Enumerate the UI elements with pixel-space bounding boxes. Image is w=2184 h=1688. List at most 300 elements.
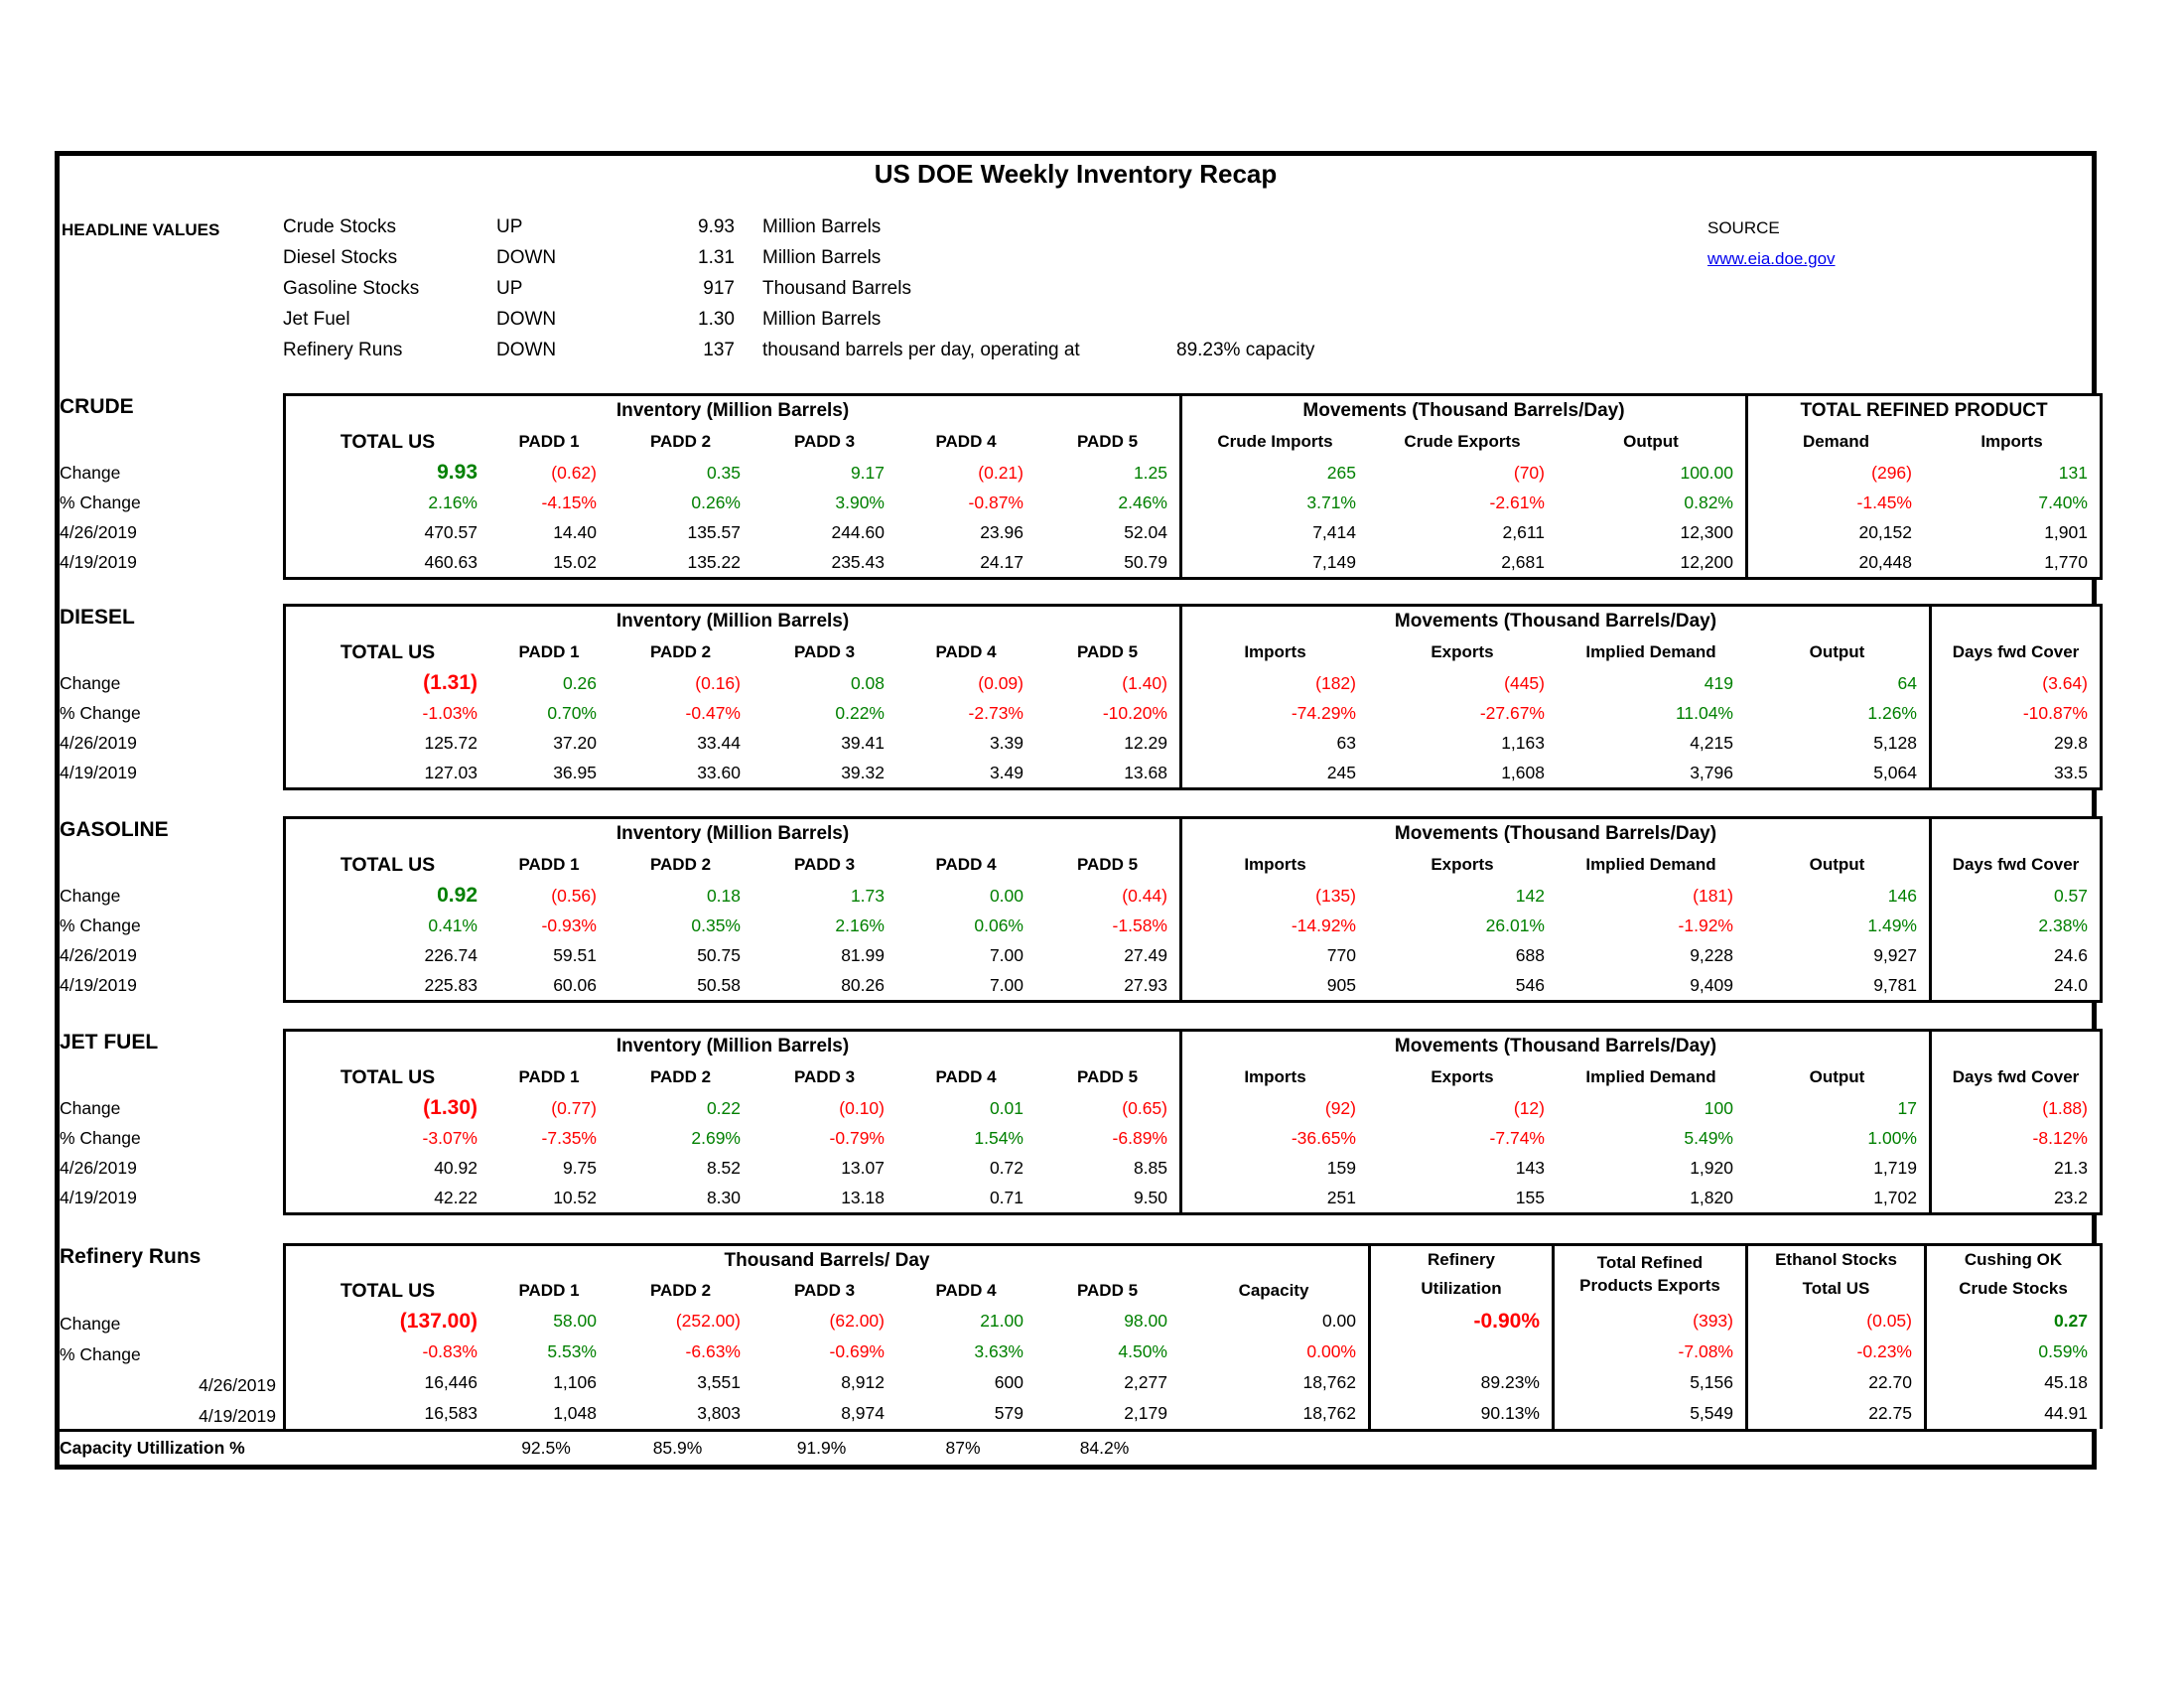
table-cell: 0.35 bbox=[706, 462, 741, 483]
table-cell: 9.50 bbox=[1133, 1187, 1167, 1207]
column-header: PADD 4 bbox=[935, 1281, 997, 1300]
column-header: PADD 3 bbox=[793, 432, 856, 451]
column-header: Implied Demand bbox=[1585, 1067, 1716, 1086]
table-cell: (62.00) bbox=[829, 1311, 885, 1331]
row-label: % Change bbox=[60, 492, 141, 512]
table-cell: 1,901 bbox=[2044, 521, 2088, 542]
table-cell: (182) bbox=[1179, 668, 1368, 698]
group-header: Inventory (Million Barrels) bbox=[615, 823, 850, 844]
column-header: PADD 5 bbox=[1076, 642, 1139, 661]
table-cell: -0.90% bbox=[1368, 1306, 1552, 1336]
table-cell: 9,228 bbox=[1690, 944, 1733, 965]
headline-value: 137 bbox=[703, 340, 735, 360]
table-cell: 3.90% bbox=[835, 492, 885, 512]
table-cell: -0.87% bbox=[968, 492, 1024, 512]
table-cell: 5,064 bbox=[1873, 762, 1917, 782]
table-cell: 460.63 bbox=[424, 551, 478, 572]
headline-unit: Million Barrels bbox=[762, 309, 882, 330]
table-cell: 24.17 bbox=[980, 551, 1024, 572]
table-cell: 23.96 bbox=[980, 521, 1024, 542]
table-cell: (0.05) bbox=[1745, 1306, 1924, 1336]
jetfuel-table bbox=[283, 1029, 2103, 1215]
table-cell: 81.99 bbox=[841, 944, 885, 965]
table-cell: 265 bbox=[1179, 458, 1368, 488]
table-cell: -0.23% bbox=[1745, 1336, 1924, 1367]
table-cell: (0.44) bbox=[1122, 885, 1167, 906]
table-cell: 905 bbox=[1179, 970, 1368, 1000]
table-cell: 1.54% bbox=[974, 1127, 1024, 1148]
table-cell: 225.83 bbox=[424, 974, 478, 995]
table-cell: 2,681 bbox=[1501, 551, 1545, 572]
table-cell: 22.75 bbox=[1745, 1398, 1924, 1429]
table-cell: 3.71% bbox=[1179, 488, 1368, 517]
headline-values-label: HEADLINE VALUES bbox=[62, 220, 220, 239]
table-cell: 22.70 bbox=[1745, 1367, 1924, 1398]
table-cell: 0.00% bbox=[1306, 1341, 1356, 1361]
table-cell: 2.46% bbox=[1118, 492, 1167, 512]
group-header: Thousand Barrels/ Day bbox=[724, 1250, 930, 1271]
table-cell: (3.64) bbox=[1929, 668, 2100, 698]
column-header: PADD 2 bbox=[649, 432, 712, 451]
table-cell: (0.16) bbox=[695, 672, 741, 693]
row-label: 4/26/2019 bbox=[60, 522, 137, 542]
table-cell: -7.08% bbox=[1552, 1336, 1745, 1367]
table-cell: 9,409 bbox=[1690, 974, 1733, 995]
table-cell: 2.16% bbox=[835, 914, 885, 935]
row-label: 4/19/2019 bbox=[60, 975, 137, 995]
column-header bbox=[1745, 1246, 1924, 1306]
headline-extra: 89.23% capacity bbox=[1176, 340, 1315, 360]
table-cell: 52.04 bbox=[1124, 521, 1167, 542]
column-header: PADD 5 bbox=[1076, 1067, 1139, 1086]
capacity-utilization-value: 84.2% bbox=[1079, 1438, 1130, 1458]
table-cell: 80.26 bbox=[841, 974, 885, 995]
table-cell: 100 bbox=[1704, 1097, 1733, 1118]
table-cell: 3,796 bbox=[1690, 762, 1733, 782]
column-header: PADD 1 bbox=[518, 642, 580, 661]
table-cell: 7,149 bbox=[1179, 547, 1368, 577]
column-header: Days fwd Cover bbox=[1929, 1061, 2100, 1093]
table-cell: 0.01 bbox=[989, 1097, 1024, 1118]
row-label: 4/19/2019 bbox=[60, 763, 137, 782]
table-cell: 24.0 bbox=[1929, 970, 2100, 1000]
column-header: TOTAL US bbox=[340, 430, 436, 453]
table-cell: 64 bbox=[1897, 672, 1917, 693]
table-cell: 39.32 bbox=[841, 762, 885, 782]
table-cell: 226.74 bbox=[424, 944, 478, 965]
table-cell: 50.79 bbox=[1124, 551, 1167, 572]
table-cell: 7.00 bbox=[989, 974, 1024, 995]
table-cell: 0.41% bbox=[428, 914, 478, 935]
column-header bbox=[1552, 1246, 1745, 1306]
jetfuel-section-label: JET FUEL bbox=[60, 1031, 159, 1054]
table-cell: 142 bbox=[1515, 885, 1545, 906]
table-cell: 3.63% bbox=[974, 1341, 1024, 1361]
headline-item: Gasoline Stocks bbox=[283, 278, 420, 299]
column-header bbox=[1924, 1246, 2100, 1306]
row-label: 4/26/2019 bbox=[60, 945, 137, 965]
table-cell: -10.87% bbox=[1929, 698, 2100, 728]
table-cell: -27.67% bbox=[1479, 702, 1545, 723]
table-cell: 15.02 bbox=[553, 551, 597, 572]
table-cell: -10.20% bbox=[1102, 702, 1167, 723]
column-header: Output bbox=[1809, 1067, 1865, 1086]
column-header: Implied Demand bbox=[1585, 855, 1716, 874]
column-header: PADD 2 bbox=[649, 1281, 712, 1300]
row-label: % Change bbox=[60, 915, 141, 935]
column-header: PADD 1 bbox=[518, 1281, 580, 1300]
headline-direction: DOWN bbox=[496, 247, 557, 268]
column-header: Capacity bbox=[1238, 1281, 1309, 1300]
table-cell: 688 bbox=[1515, 944, 1545, 965]
table-cell: (252.00) bbox=[675, 1311, 741, 1331]
table-cell: 125.72 bbox=[424, 732, 478, 753]
group-header-spacer bbox=[1929, 607, 2100, 636]
headline-direction: UP bbox=[496, 278, 523, 299]
table-cell: 50.75 bbox=[697, 944, 741, 965]
table-cell: 5,128 bbox=[1873, 732, 1917, 753]
table-cell: 7.00 bbox=[989, 944, 1024, 965]
page-title: US DOE Weekly Inventory Recap bbox=[874, 159, 1278, 189]
table-cell: (1.31) bbox=[423, 671, 478, 694]
headline-value: 1.31 bbox=[698, 247, 735, 268]
row-label: Change bbox=[60, 463, 121, 483]
column-header: Output bbox=[1809, 642, 1865, 661]
column-header: Days fwd Cover bbox=[1929, 636, 2100, 668]
table-cell: 0.82% bbox=[1684, 492, 1733, 512]
column-header-line2: Crude Stocks bbox=[1959, 1279, 2068, 1298]
group-header: Inventory (Million Barrels) bbox=[615, 400, 850, 421]
capacity-utilization-value: 92.5% bbox=[521, 1438, 571, 1458]
table-cell: (0.65) bbox=[1122, 1097, 1167, 1118]
table-cell: 5.53% bbox=[547, 1341, 597, 1361]
table-cell: 3,803 bbox=[697, 1403, 741, 1423]
table-cell: 1.00% bbox=[1867, 1127, 1917, 1148]
table-cell: 7,414 bbox=[1179, 517, 1368, 547]
table-cell: -74.29% bbox=[1179, 698, 1368, 728]
table-cell: 20,448 bbox=[1745, 547, 1924, 577]
table-cell: -0.69% bbox=[829, 1341, 885, 1361]
table-cell: (1.40) bbox=[1122, 672, 1167, 693]
table-cell: 2,179 bbox=[1124, 1403, 1167, 1423]
row-label: 4/19/2019 bbox=[60, 552, 137, 572]
table-cell: 546 bbox=[1515, 974, 1545, 995]
table-cell: 8.52 bbox=[706, 1157, 741, 1178]
table-cell: (0.09) bbox=[978, 672, 1024, 693]
table-cell: 33.5 bbox=[1929, 758, 2100, 787]
table-cell: 245 bbox=[1179, 758, 1368, 787]
row-label: Change bbox=[60, 886, 121, 906]
column-header: TOTAL US bbox=[340, 640, 436, 663]
table-cell: 27.49 bbox=[1124, 944, 1167, 965]
column-header: PADD 5 bbox=[1076, 855, 1139, 874]
table-cell: 1,820 bbox=[1690, 1187, 1733, 1207]
table-cell: -7.35% bbox=[541, 1127, 597, 1148]
table-cell: -1.45% bbox=[1745, 488, 1924, 517]
table-cell: 1,163 bbox=[1501, 732, 1545, 753]
table-cell: 0.70% bbox=[547, 702, 597, 723]
table-cell: 0.00 bbox=[989, 885, 1024, 906]
table-cell: -7.74% bbox=[1489, 1127, 1545, 1148]
column-header: PADD 5 bbox=[1076, 1281, 1139, 1300]
table-cell: 9,781 bbox=[1873, 974, 1917, 995]
table-cell: 159 bbox=[1179, 1153, 1368, 1183]
table-cell: 98.00 bbox=[1124, 1311, 1167, 1331]
table-cell: 235.43 bbox=[831, 551, 885, 572]
table-cell: 135.22 bbox=[687, 551, 741, 572]
table-cell: 770 bbox=[1179, 940, 1368, 970]
diesel-table bbox=[283, 604, 2103, 790]
column-header: Crude Exports bbox=[1404, 432, 1521, 451]
table-cell: 2.16% bbox=[428, 492, 478, 512]
headline-value: 1.30 bbox=[698, 309, 735, 330]
column-header: Imports bbox=[1179, 849, 1368, 881]
column-header-line2: Products Exports bbox=[1579, 1276, 1720, 1295]
column-header: Imports bbox=[1179, 636, 1368, 668]
table-cell: -2.61% bbox=[1489, 492, 1545, 512]
table-cell: 2.69% bbox=[691, 1127, 741, 1148]
table-cell: 1,702 bbox=[1873, 1187, 1917, 1207]
table-cell: (445) bbox=[1504, 672, 1545, 693]
table-cell: 60.06 bbox=[553, 974, 597, 995]
table-cell: 90.13% bbox=[1368, 1398, 1552, 1429]
crude-table bbox=[283, 393, 2103, 580]
column-header: Demand bbox=[1745, 426, 1924, 458]
table-cell: 0.18 bbox=[706, 885, 741, 906]
capacity-utilization-value: 91.9% bbox=[796, 1438, 847, 1458]
table-cell: 0.35% bbox=[691, 914, 741, 935]
table-cell: 600 bbox=[994, 1372, 1024, 1392]
table-cell: 21.3 bbox=[1929, 1153, 2100, 1183]
column-header-line1: Ethanol Stocks bbox=[1775, 1250, 1897, 1269]
table-cell: 36.95 bbox=[553, 762, 597, 782]
column-header: Imports bbox=[1179, 1061, 1368, 1093]
column-header: Implied Demand bbox=[1585, 642, 1716, 661]
table-cell: 146 bbox=[1887, 885, 1917, 906]
table-cell: 0.26% bbox=[691, 492, 741, 512]
refinery-section-label: Refinery Runs bbox=[60, 1245, 202, 1268]
table-cell: 155 bbox=[1515, 1187, 1545, 1207]
table-cell: (393) bbox=[1552, 1306, 1745, 1336]
table-cell: 42.22 bbox=[434, 1187, 478, 1207]
table-cell: (0.62) bbox=[551, 462, 597, 483]
table-cell: -0.83% bbox=[422, 1341, 478, 1361]
column-header: PADD 3 bbox=[793, 1281, 856, 1300]
column-header: PADD 1 bbox=[518, 855, 580, 874]
table-cell: 37.20 bbox=[553, 732, 597, 753]
table-cell: 33.60 bbox=[697, 762, 741, 782]
table-cell: 9.75 bbox=[562, 1157, 597, 1178]
table-cell: 0.72 bbox=[989, 1157, 1024, 1178]
table-cell: -1.03% bbox=[422, 702, 478, 723]
table-cell: 13.18 bbox=[841, 1187, 885, 1207]
table-cell: (0.10) bbox=[839, 1097, 885, 1118]
table-cell: 0.22 bbox=[706, 1097, 741, 1118]
column-header: TOTAL US bbox=[340, 1279, 436, 1302]
table-cell: 59.51 bbox=[553, 944, 597, 965]
row-label: % Change bbox=[60, 1128, 141, 1148]
capacity-utilization-row bbox=[55, 1429, 2097, 1465]
table-cell: (137.00) bbox=[399, 1309, 478, 1333]
column-header: PADD 4 bbox=[935, 1067, 997, 1086]
headline-direction: DOWN bbox=[496, 309, 557, 330]
table-cell: 251 bbox=[1179, 1183, 1368, 1212]
table-cell: 23.2 bbox=[1929, 1183, 2100, 1212]
table-cell: 5,549 bbox=[1552, 1398, 1745, 1429]
column-header: Exports bbox=[1431, 855, 1494, 874]
headline-unit: Million Barrels bbox=[762, 216, 882, 237]
table-cell: 0.92 bbox=[437, 884, 478, 907]
column-header-line2: Utilization bbox=[1421, 1279, 1502, 1298]
table-cell: (70) bbox=[1513, 462, 1545, 483]
group-header: Movements (Thousand Barrels/Day) bbox=[1179, 607, 1929, 636]
column-header-line2: Total US bbox=[1802, 1279, 1870, 1298]
table-cell: 2,611 bbox=[1502, 521, 1545, 542]
table-cell: 131 bbox=[2058, 462, 2088, 483]
table-cell: 143 bbox=[1515, 1157, 1545, 1178]
headline-value: 917 bbox=[703, 278, 735, 299]
table-cell: 579 bbox=[994, 1403, 1024, 1423]
headline-item: Diesel Stocks bbox=[283, 247, 398, 268]
row-label: 4/19/2019 bbox=[60, 1188, 137, 1207]
column-header: PADD 3 bbox=[793, 642, 856, 661]
table-cell: -0.93% bbox=[541, 914, 597, 935]
column-header: PADD 2 bbox=[649, 642, 712, 661]
headline-unit: Thousand Barrels bbox=[762, 278, 911, 299]
source-link[interactable]: www.eia.doe.gov bbox=[1707, 249, 1836, 268]
table-cell: (181) bbox=[1693, 885, 1733, 906]
column-header: Output bbox=[1809, 855, 1865, 874]
table-cell: 9.17 bbox=[850, 462, 885, 483]
table-cell: -1.58% bbox=[1112, 914, 1167, 935]
table-cell: 58.00 bbox=[553, 1311, 597, 1331]
table-cell: 100.00 bbox=[1680, 462, 1733, 483]
row-label: 4/26/2019 bbox=[199, 1375, 276, 1395]
table-cell: 45.18 bbox=[1924, 1367, 2100, 1398]
row-label: Change bbox=[60, 1314, 121, 1334]
table-cell: (1.30) bbox=[423, 1096, 478, 1119]
table-cell: 8.30 bbox=[706, 1187, 741, 1207]
capacity-utilization-value: 87% bbox=[945, 1438, 981, 1458]
table-cell: 5.49% bbox=[1684, 1127, 1733, 1148]
table-cell: 4.50% bbox=[1118, 1341, 1167, 1361]
table-cell bbox=[1368, 1336, 1552, 1367]
table-cell: 20,152 bbox=[1745, 517, 1924, 547]
headline-item: Jet Fuel bbox=[283, 309, 350, 330]
table-cell: -36.65% bbox=[1179, 1123, 1368, 1153]
table-cell: 33.44 bbox=[697, 732, 741, 753]
headline-unit: thousand barrels per day, operating at bbox=[762, 340, 1080, 360]
table-cell: 27.93 bbox=[1124, 974, 1167, 995]
table-cell: 16,583 bbox=[424, 1403, 478, 1423]
refinery-table bbox=[283, 1243, 2103, 1429]
row-label: % Change bbox=[60, 703, 141, 723]
column-header: Crude Imports bbox=[1179, 426, 1368, 458]
table-cell: 1.25 bbox=[1133, 462, 1167, 483]
source-label: SOURCE bbox=[1707, 218, 1780, 237]
row-label: Change bbox=[60, 1098, 121, 1118]
group-header: Movements (Thousand Barrels/Day) bbox=[1179, 819, 1929, 849]
table-cell: 24.6 bbox=[1929, 940, 2100, 970]
column-header: TOTAL US bbox=[340, 853, 436, 876]
column-header: PADD 5 bbox=[1076, 432, 1139, 451]
row-label: 4/19/2019 bbox=[199, 1406, 276, 1426]
table-cell: (1.88) bbox=[1929, 1093, 2100, 1123]
table-cell: 4,215 bbox=[1690, 732, 1733, 753]
table-cell: 40.92 bbox=[434, 1157, 478, 1178]
capacity-utilization-label: Capacity Utillization % bbox=[60, 1438, 245, 1458]
headline-direction: DOWN bbox=[496, 340, 557, 360]
table-cell: 1,719 bbox=[1873, 1157, 1917, 1178]
table-cell: 13.07 bbox=[841, 1157, 885, 1178]
table-cell: 8.85 bbox=[1133, 1157, 1167, 1178]
table-cell: 0.71 bbox=[989, 1187, 1024, 1207]
column-header-line1: Refinery bbox=[1427, 1250, 1496, 1269]
group-header-spacer bbox=[1929, 819, 2100, 849]
table-cell: 18,762 bbox=[1302, 1403, 1356, 1423]
table-cell: 12,200 bbox=[1680, 551, 1733, 572]
table-cell: 1,608 bbox=[1501, 762, 1545, 782]
column-header: TOTAL US bbox=[340, 1065, 436, 1088]
table-cell: -6.89% bbox=[1112, 1127, 1167, 1148]
row-label: 4/26/2019 bbox=[60, 733, 137, 753]
table-cell: 39.41 bbox=[841, 732, 885, 753]
group-header: Inventory (Million Barrels) bbox=[615, 611, 850, 632]
column-header-line1: Total Refined bbox=[1596, 1253, 1704, 1272]
table-cell: -3.07% bbox=[422, 1127, 478, 1148]
column-header: PADD 3 bbox=[793, 855, 856, 874]
table-cell: -6.63% bbox=[685, 1341, 741, 1361]
column-header: PADD 2 bbox=[649, 1067, 712, 1086]
headline-item: Refinery Runs bbox=[283, 340, 403, 360]
table-cell: 1.49% bbox=[1867, 914, 1917, 935]
table-cell: 419 bbox=[1704, 672, 1733, 693]
table-cell: 0.22% bbox=[835, 702, 885, 723]
table-cell: 7.40% bbox=[2038, 492, 2088, 512]
table-cell: (0.21) bbox=[978, 462, 1024, 483]
table-cell: 11.04% bbox=[1675, 702, 1733, 723]
table-cell: 8,912 bbox=[841, 1372, 885, 1392]
table-cell: 17 bbox=[1897, 1097, 1917, 1118]
row-label: Change bbox=[60, 673, 121, 693]
table-cell: 1,920 bbox=[1690, 1157, 1733, 1178]
table-cell: (92) bbox=[1179, 1093, 1368, 1123]
column-header: PADD 3 bbox=[793, 1067, 856, 1086]
table-cell: -2.73% bbox=[968, 702, 1024, 723]
table-cell: 2,277 bbox=[1124, 1372, 1167, 1392]
table-cell: 0.57 bbox=[1929, 881, 2100, 911]
table-cell: (0.77) bbox=[551, 1097, 597, 1118]
headline-unit: Million Barrels bbox=[762, 247, 882, 268]
group-header: Movements (Thousand Barrels/Day) bbox=[1179, 1032, 1929, 1061]
gasoline-table bbox=[283, 816, 2103, 1003]
table-cell: 127.03 bbox=[424, 762, 478, 782]
table-cell: 1,770 bbox=[2044, 551, 2088, 572]
table-cell: 21.00 bbox=[980, 1311, 1024, 1331]
group-header: Movements (Thousand Barrels/Day) bbox=[1179, 396, 1745, 426]
table-cell: 0.59% bbox=[1924, 1336, 2100, 1367]
table-cell: 8,974 bbox=[841, 1403, 885, 1423]
table-cell: 1,106 bbox=[553, 1372, 597, 1392]
column-header: PADD 1 bbox=[518, 1067, 580, 1086]
column-header: Output bbox=[1623, 432, 1679, 451]
headline-direction: UP bbox=[496, 216, 523, 237]
column-header: Days fwd Cover bbox=[1929, 849, 2100, 881]
crude-section-label: CRUDE bbox=[60, 395, 134, 418]
table-cell: -0.79% bbox=[829, 1127, 885, 1148]
column-header: PADD 4 bbox=[935, 642, 997, 661]
column-header: PADD 2 bbox=[649, 855, 712, 874]
